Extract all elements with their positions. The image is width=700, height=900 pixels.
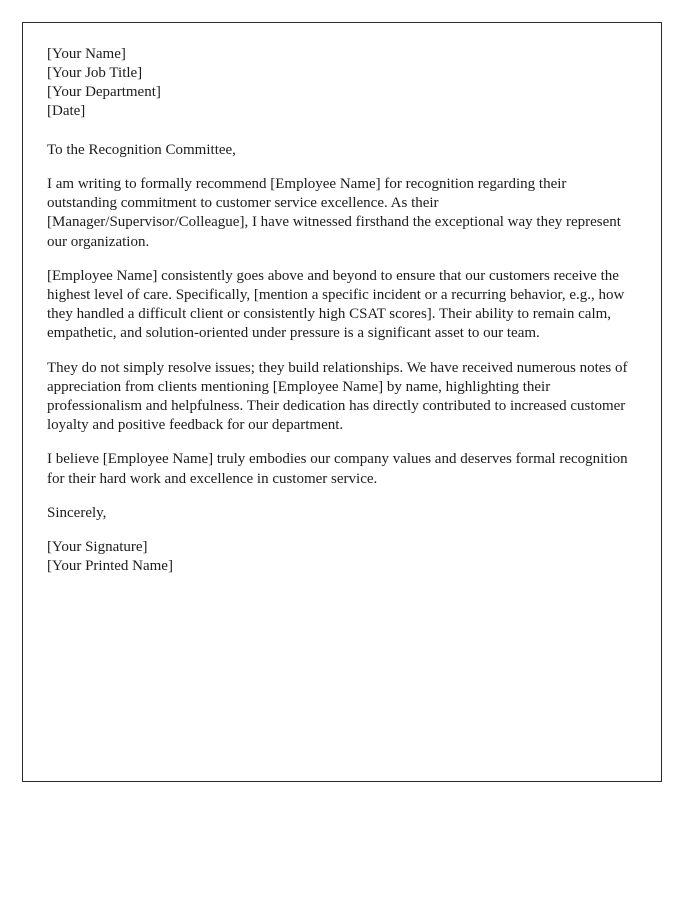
printed-name-line: [Your Printed Name]	[47, 557, 173, 574]
spacer-after-salutation	[47, 160, 635, 175]
letter-body	[47, 45, 635, 576]
signature-line: [Your Signature]	[47, 538, 148, 555]
body-paragraph-2: [Employee Name] consistently goes above and beyond to ensure that our customers receive the highest level of care. Specifically, [mention a specific incident or a recurring behavior, e.g., how they handled a difficult client or consistently high CSAT scores]. Their ability to remain calm, empathetic, and solution-oriented under pressure is a significant asset to our team.	[47, 267, 625, 342]
spacer-after-closing	[47, 523, 635, 538]
sender-header-block	[47, 45, 635, 121]
body-paragraph-4: I believe [Employee Name] truly embodies our company values and deserves formal recognition for their hard work and excellence in customer service.	[47, 451, 628, 487]
sender-name-line: [Your Name]	[47, 46, 126, 62]
spacer-paragraph-1	[47, 252, 635, 267]
signature-block	[47, 538, 635, 576]
salutation: To the Recognition Committee,	[47, 142, 236, 158]
body-paragraph-1: I am writing to formally recommend [Employee Name] for recognition regarding their outstanding commitment to customer service excellence. As their [Manager/Supervisor/Colleague], I have witnessed firsthand the exceptional way they represent our organization.	[47, 176, 621, 250]
sender-department-line: [Your Department]	[47, 84, 161, 100]
spacer-after-header	[47, 121, 635, 141]
date-line: [Date]	[47, 103, 86, 119]
letter-page	[22, 22, 662, 782]
body-paragraph-3: They do not simply resolve issues; they build relationships. We have received numerous notes of appreciation from clients mentioning [Employee Name] by name, highlighting their professionalism and helpfulness. Their dedication has directly contributed to increased customer loyalty and positive feedback for our department.	[47, 359, 628, 434]
spacer-paragraph-3	[47, 435, 635, 450]
spacer-paragraph-2	[47, 344, 635, 359]
spacer-paragraph-4	[47, 489, 635, 504]
sender-job-title-line: [Your Job Title]	[47, 65, 143, 81]
closing-salutation: Sincerely,	[47, 504, 107, 521]
